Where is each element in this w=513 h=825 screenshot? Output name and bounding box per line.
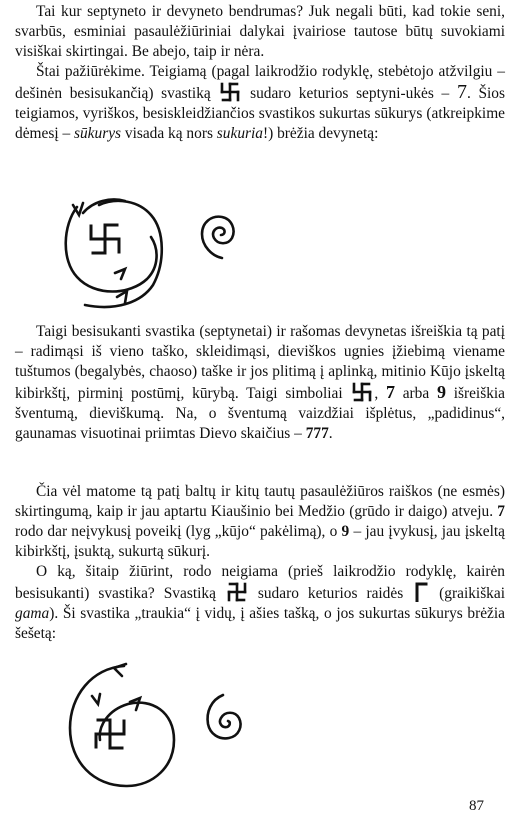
spiral-six-icon [203, 692, 247, 742]
paragraph-3-text-a: Taigi besisukanti svastika (septynetai) ir rašomas devynetas išreiškia tą patį – radimąsi iš vieno taško, skleidimąsi, dieviškos ugnies įžiebimą viename tuštumos (begalybės, chaoso) taške ir jos plitimą į aplinką, mitinio Kūjo įskeltą kibirkštį, pirminį postūmį, kūrybą. Taigi simboliai [15, 323, 505, 402]
paragraph-3 [15, 322, 505, 444]
page-number: 87 [469, 798, 484, 814]
vortex-spiral [70, 666, 174, 786]
gamma-letter-icon [414, 582, 428, 602]
paragraph-2 [15, 62, 505, 144]
period: . [328, 425, 333, 442]
paragraph-4-text-a: Čia vėl matome tą patį baltų ir kitų tautų pasaulėžiūros raiškos (ne esmės) skirtingumą, kaip ir jau aptartu Kiaušinio bei Medžio (grūdo ir daigo) atveju. [15, 483, 505, 520]
paragraph-2-text-e: visada ką nors [124, 125, 213, 142]
emphasis-sukurys: sūkurys [74, 125, 122, 142]
digit-nine: 9 [341, 523, 350, 540]
number-777: 777 [305, 425, 329, 442]
paragraph-5-text-a: O ką, šitaip žiūrint, rodo neigiama (prieš laikrodžio rodyklę, kairėn besisukanti) svastika? Svastiką [15, 563, 505, 602]
digit-seven: 7 [497, 503, 505, 520]
paragraph-1 [15, 2, 505, 62]
emphasis-gama: gama [15, 605, 50, 622]
vortex-arrow-mid [115, 269, 125, 279]
paragraph-2-text-c: . Šios teigiamos, vyriškos, besiskleidžiančios svastikos sukurtas sūkurys (atkreipkime dėmesį – [15, 85, 505, 142]
paragraph-1-text: Tai kur septyneto ir devyneto bendrumas? Juk negali būti, kad tokie seni, svarbūs, esminiai pasaulėžiūriniai dalykai įvairiose tautose būtų suvokiami visiškai skirtingai. Be abejo, taip ir nėra. [15, 3, 505, 60]
figure-swastika-vortex-nine [55, 185, 185, 315]
right-swastika-figure-icon [91, 225, 119, 253]
paragraph-2-text-a: Štai pažiūrėkime. Teigiamą (pagal laikrodžio rodyklę, stebėtojo atžvilgiu – dešinėn besisukančią) svastiką [15, 63, 505, 102]
right-swastika-icon [352, 382, 372, 402]
paragraph-2-text-b: sudaro keturios septyni-ukės – [250, 85, 450, 102]
paragraph-4-text-b: rodo dar neįvykusį poveikį (lyg „kūjo“ pakėlimą), o [15, 523, 338, 540]
figure-left-swastika-vortex-six [62, 662, 182, 792]
vortex-arrow-top [73, 203, 83, 215]
comma: , [374, 385, 379, 402]
paragraph-5-text-d: ). Ši svastika „traukia“ į vidų, į ašies tašką, o jos sukurtas sūkurys brėžia šešetą: [15, 605, 505, 642]
digit-nine: 9 [436, 382, 446, 402]
spiral-nine-icon [198, 212, 240, 260]
paragraph-2-text-g: !) brėžia devynetą: [262, 125, 379, 142]
paragraph-4-text-c: – jau įvykusį, jau įskeltą kibirkštį, įsuktą, sukurtą sūkurį. [15, 523, 506, 560]
paragraph-5-text-b: sudaro keturios raidės [257, 585, 404, 602]
right-swastika-icon [220, 82, 240, 102]
word-arba: arba [402, 385, 430, 402]
digit-seven: 7 [385, 382, 395, 402]
paragraph-3-text-b: išreiškia šventumą, dieviškumą. Na, o šventumą vaizdžiai išplėtus, „padidinus“, gaunamas visuotinai priimtas Dievo skaičius – [15, 385, 505, 442]
emphasis-sukuria: sukuria [216, 125, 263, 142]
left-swastika-icon [227, 582, 247, 602]
left-swastika-figure-icon [96, 720, 124, 748]
digit-seven: 7 [456, 81, 467, 103]
vortex-arrow-left [92, 694, 100, 704]
vortex-arc-left [66, 207, 157, 292]
vortex-arrow-bottom [117, 291, 127, 303]
paragraph-5 [15, 562, 505, 644]
paragraph-5-text-c: (graikiškai [439, 585, 505, 602]
paragraph-4 [15, 482, 505, 562]
